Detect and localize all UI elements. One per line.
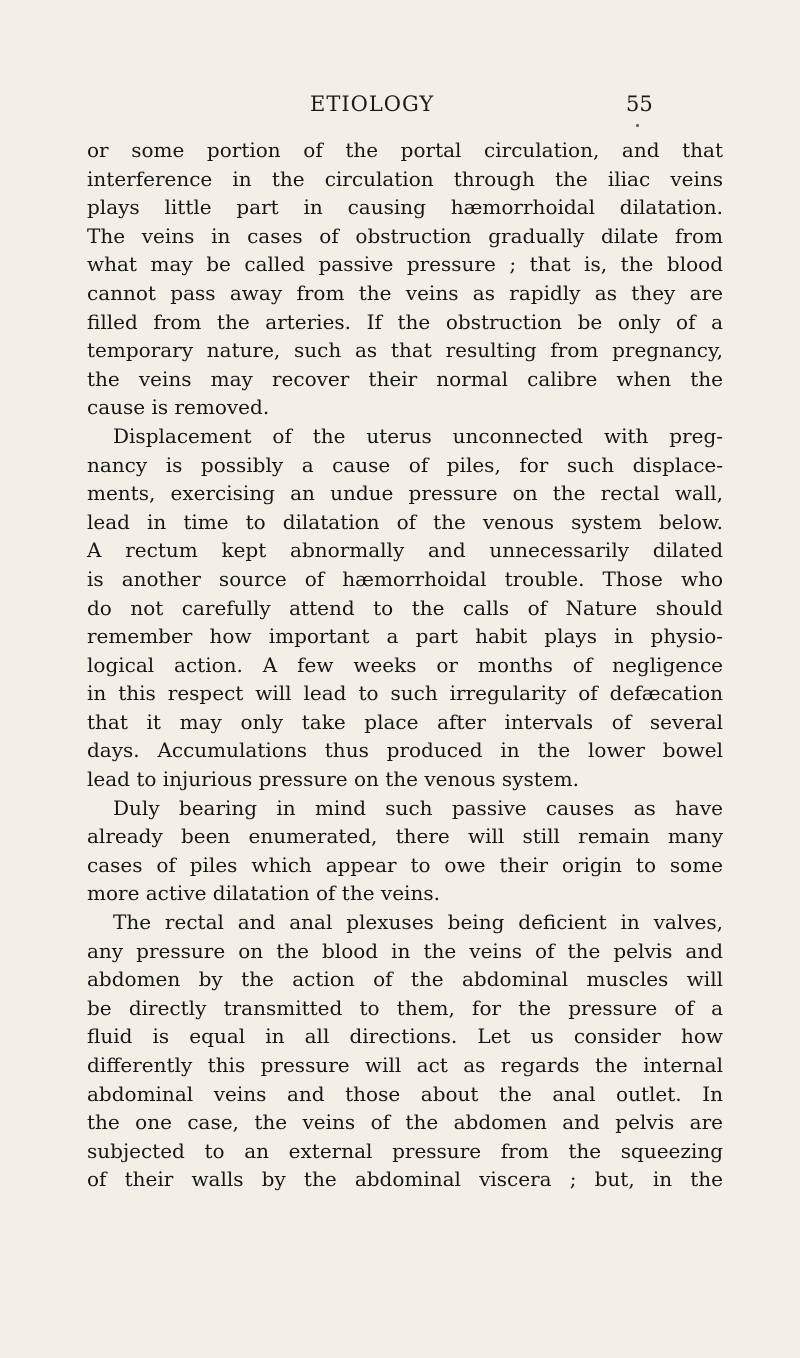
text-line: days. Accumulations thus produced in the lower bowel [87,738,723,763]
text-line: lead to injurious pressure on the venous system. [87,767,579,792]
text-line: that it may only take place after intervals of several [87,709,723,734]
text-line: temporary nature, such as that resulting from pregnancy, [87,338,723,363]
text-line: logical action. A few weeks or months of negligence [87,652,723,677]
text-line: cannot pass away from the veins as rapidly as they are [87,280,723,305]
text-line: do not carefully attend to the calls of Nature should [87,595,723,620]
text-line: abdomen by the action of the abdominal muscles will [87,967,723,992]
text-line: interference in the circulation through the iliac veins [87,166,723,191]
running-head: ETIOLOGY [310,92,435,116]
text-line: The rectal and anal plexuses being deficient in valves, [113,910,723,935]
ink-speck [636,124,639,127]
text-line: fluid is equal in all directions. Let us consider how [87,1024,723,1049]
text-line: in this respect will lead to such irregularity of defæcation [87,681,723,706]
text-line: already been enumerated, there will still remain many [87,824,723,849]
body-text [87,136,723,1194]
text-line: A rectum kept abnormally and unnecessarily dilated [87,538,723,563]
text-line: differently this pressure will act as regards the internal [87,1053,723,1077]
text-line: plays little part in causing hæmorrhoidal dilatation. [87,195,723,220]
text-line: be directly transmitted to them, for the pressure of a [87,995,723,1020]
page-header [0,92,800,122]
text-line: the veins may recover their normal calibre when the [87,366,723,391]
text-line: Duly bearing in mind such passive causes as have [113,795,723,820]
text-line: is another source of hæmorrhoidal trouble. Those who [87,566,723,591]
text-line: what may be called passive pressure ; that is, the blood [87,252,723,277]
text-line: lead in time to dilatation of the venous system below. [87,509,723,534]
text-line: abdominal veins and those about the anal outlet. In [87,1081,723,1106]
text-line: Displacement of the uterus unconnected with preg- [113,423,723,448]
text-line: of their walls by the abdominal viscera ; but, in the [87,1167,723,1192]
text-line: more active dilatation of the veins. [87,881,440,906]
text-line: filled from the arteries. If the obstruction be only of a [87,309,723,334]
text-line: nancy is possibly a cause of piles, for such displace- [87,452,723,477]
text-line: or some portion of the portal circulation, and that [87,138,723,162]
text-line: subjected to an external pressure from the squeezing [87,1138,723,1163]
text-line: The veins in cases of obstruction gradually dilate from [87,223,723,248]
text-line: the one case, the veins of the abdomen and pelvis are [87,1110,723,1135]
text-line: ments, exercising an undue pressure on the rectal wall, [87,481,723,506]
page-number: 55 [626,92,653,116]
text-line: cases of piles which appear to owe their origin to some [87,852,723,877]
text-line: any pressure on the blood in the veins of the pelvis and [87,938,723,963]
text-line: cause is removed. [87,395,270,420]
text-line: remember how important a part habit plays in physio- [87,624,723,649]
